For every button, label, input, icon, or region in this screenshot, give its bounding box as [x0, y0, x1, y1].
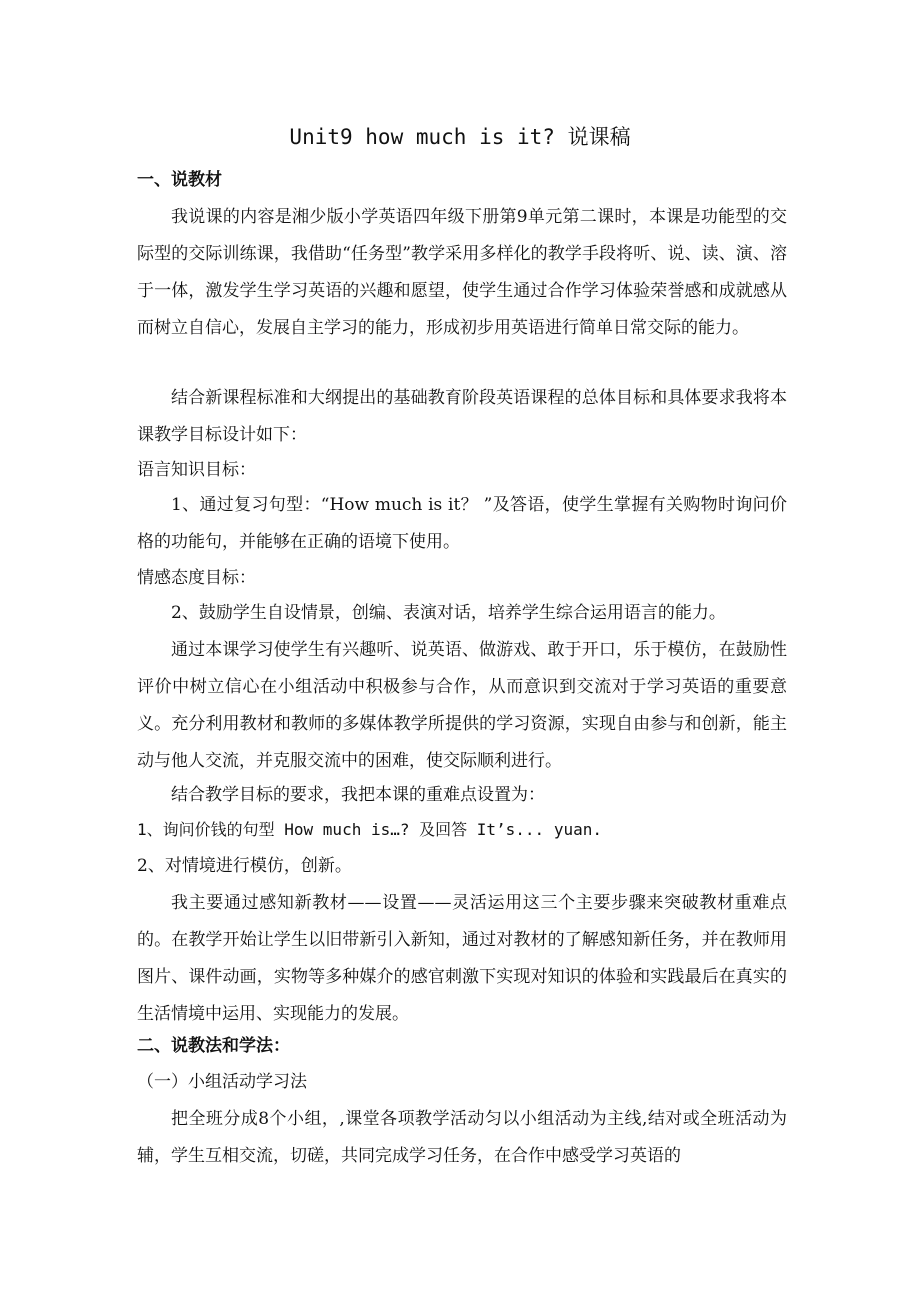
label-language-knowledge-goal: 语言知识目标：: [137, 460, 256, 480]
section-heading-teaching-material: 一、说教材: [137, 170, 222, 190]
paragraph-key-points-intro: 结合教学目标的要求，我把本课的重难点设置为：: [171, 785, 545, 805]
section-heading-teaching-methods: 二、说教法和学法：: [137, 1036, 290, 1056]
paragraph-emotion-goal: 2、鼓励学生自设情景，创编、表演对话，培养学生综合运用语言的能力。: [171, 603, 726, 623]
paragraph-group-activity: 把全班分成8个小组，,课堂各项教学活动匀以小组活动为主线,结对或全班活动为辅，学生互相交流，切磋，共同完成学习任务，在合作中感受学习英语的: [137, 1109, 787, 1166]
paragraph-teaching-steps: 我主要通过感知新教材——设置——灵活运用这三个主要步骤来突破教材重难点的。在教学开始让学生以旧带新引入新知，通过对教材的了解感知新任务，并在教师用图片、课件动画，实物等多种媒介的感官刺激下实现对知识的体验和实践最后在真实的生活情境中运用、实现能力的发展。: [137, 893, 787, 1024]
paragraph-lesson-content: 我说课的内容是湘少版小学英语四年级下册第9单元第二课时，本课是功能型的交际型的交际训练课，我借助“任务型”教学采用多样化的教学手段将听、说、读、演、溶于一体，激发学生学习英语的兴趣和愿望，使学生通过合作学习体验荣誉感和成就感从而树立自信心，发展自主学习的能力，形成初步用英语进行简单日常交际的能力。: [137, 207, 787, 338]
paragraph-course-goals: 结合新课程标准和大纲提出的基础教育阶段英语课程的总体目标和具体要求我将本课教学目标设计如下：: [137, 388, 787, 445]
label-emotion-attitude-goal: 情感态度目标：: [137, 568, 256, 588]
key-point-2: 2、对情境进行模仿，创新。: [137, 856, 352, 876]
paragraph-language-goal: 1、通过复习句型：“How much is it？ ”及答语，使学生掌握有关购物时询问价格的功能句，并能够在正确的语境下使用。: [137, 495, 787, 552]
key-point-1: 1、询问价钱的句型 How much is…? 及回答 It’s... yuan.: [137, 820, 602, 839]
document-title: Unit9 how much is it? 说课稿: [289, 125, 631, 149]
paragraph-learning-interest: 通过本课学习使学生有兴趣听、说英语、做游戏、敢于开口，乐于模仿，在鼓励性评价中树立信心在小组活动中积极参与合作，从而意识到交流对于学习英语的重要意义。充分利用教材和教师的多媒体教学所提供的学习资源，实现自由参与和创新，能主动与他人交流，并克服交流中的困难，使交际顺利进行。: [137, 640, 787, 771]
subheading-group-activity: （一）小组活动学习法: [137, 1072, 307, 1092]
